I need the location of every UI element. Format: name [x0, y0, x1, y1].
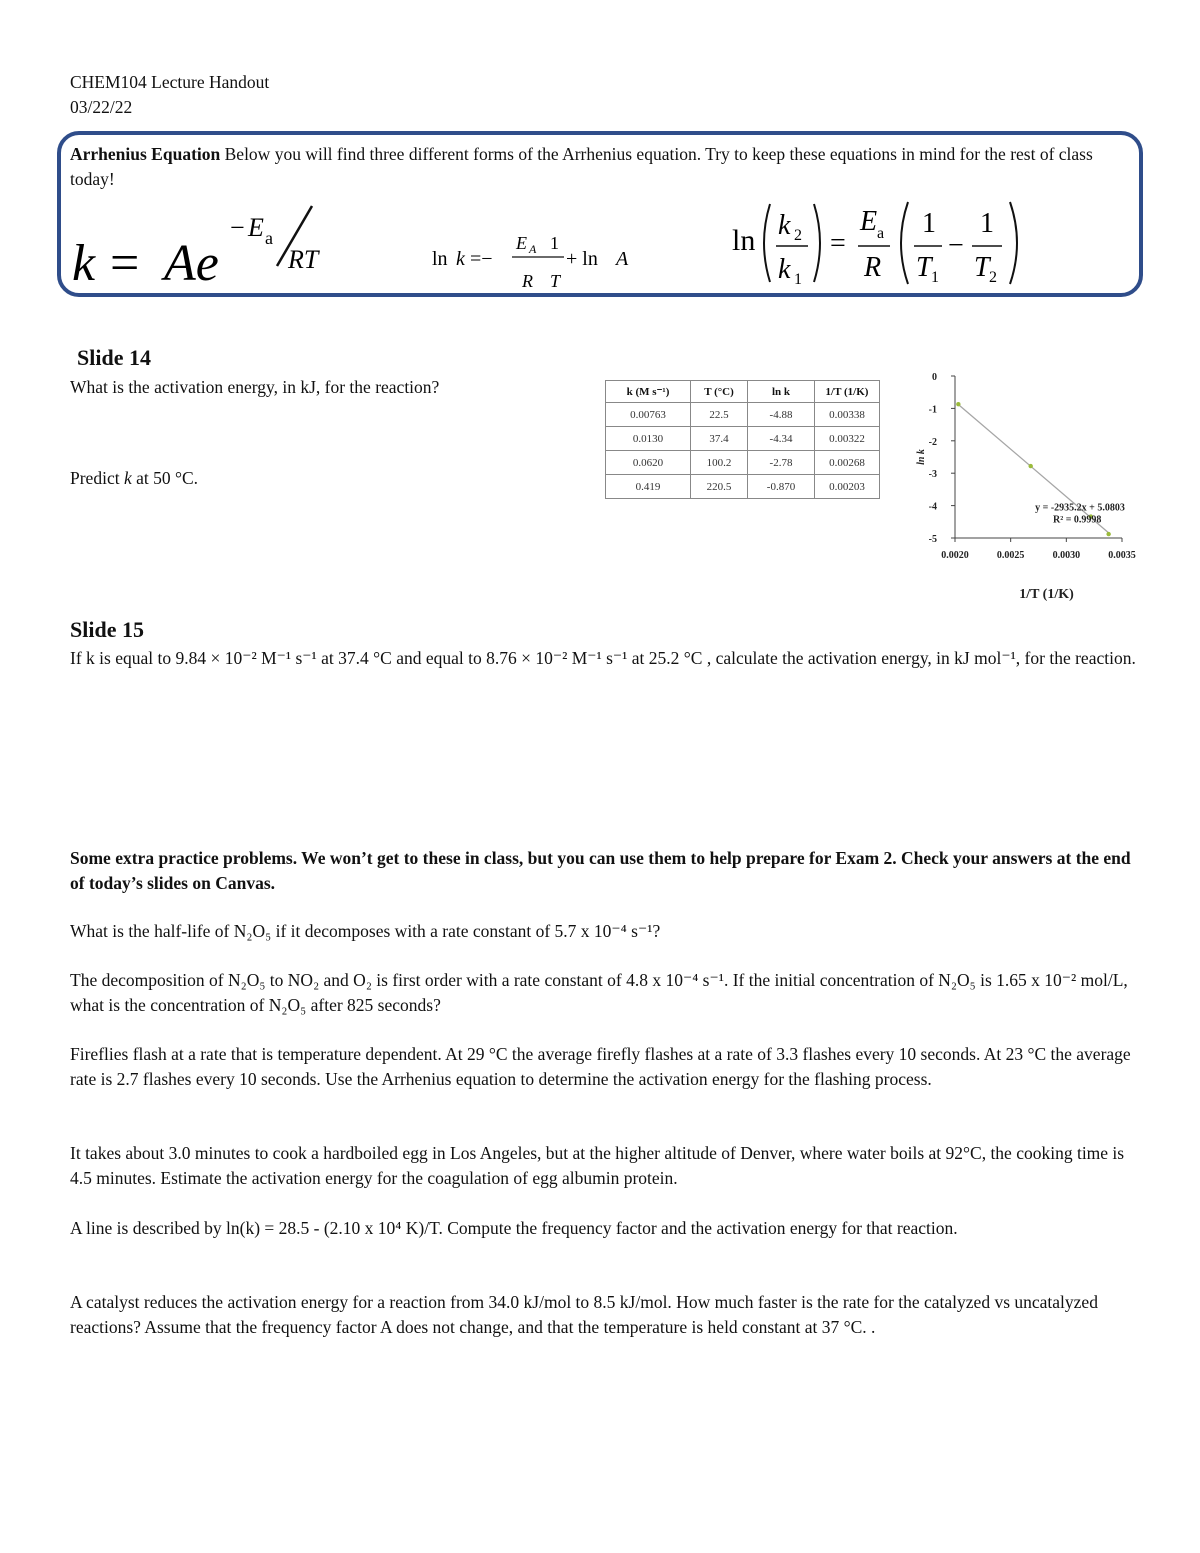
practice-problem-n2o5-concentration: The decomposition of N₂O₅ to NO₂ and O₂ is first order with a rate constant of 4.8 x 10⁻⁴ s⁻¹. If the initial concentration of N₂O₅ is 1.65 x 10⁻² mol/L, what is the concentration of N₂O₅ after 825 seconds?: [70, 970, 1128, 1015]
svg-text:T: T: [974, 252, 990, 283]
slide14-question-predict-k: Predict k at 50 °C.: [70, 468, 199, 488]
svg-text:1: 1: [794, 271, 802, 288]
table-cell: 0.00268: [815, 451, 880, 475]
slide15-question: If k is equal to 9.84 × 10⁻² M⁻¹ s⁻¹ at 37.4 °C and equal to 8.76 × 10⁻² M⁻¹ s⁻¹ at 25.2 °C , calculate the activation energy, in kJ mol⁻¹, for the reaction.: [70, 648, 1136, 668]
table-cell: -4.88: [748, 403, 815, 427]
practice-problem-half-life: What is the half-life of N₂O₅ if it decomposes with a rate constant of 5.7 x 10⁻⁴ s⁻¹?: [70, 921, 661, 941]
practice-problem-line: A line is described by ln(k) = 28.5 - (2.10 x 10⁴ K)/T. Compute the frequency factor and the activation energy for that reaction.: [70, 1218, 958, 1238]
svg-text:2: 2: [989, 269, 997, 286]
y-tick-label: -2: [928, 436, 937, 448]
svg-text:=−: =−: [470, 248, 493, 270]
table-row: [606, 475, 880, 499]
table-cell: 0.0620: [606, 451, 691, 475]
table-cell: 22.5: [691, 403, 748, 427]
table-header-row: [606, 381, 880, 403]
svg-text:k: k: [778, 254, 791, 285]
column-header-inverse-t: 1/T (1/K): [815, 381, 880, 403]
svg-text:k: k: [72, 235, 96, 292]
table-row: [606, 451, 880, 475]
svg-text:R: R: [522, 271, 533, 291]
table-cell: -4.34: [748, 427, 815, 451]
svg-text:−: −: [948, 230, 964, 261]
y-tick-label: -4: [928, 501, 937, 513]
column-header-k: k (M s⁻¹): [606, 381, 691, 403]
svg-text:R: R: [864, 252, 882, 283]
r-squared-label: R² = 0.9998: [1052, 514, 1102, 526]
table-cell: 0.00322: [815, 427, 880, 451]
column-header-ln-k: ln k: [748, 381, 815, 403]
svg-text:1: 1: [931, 269, 939, 286]
x-tick-label: 0.0020: [941, 550, 969, 561]
svg-text:2: 2: [794, 227, 802, 244]
svg-text:A: A: [616, 248, 629, 270]
table-cell: 220.5: [691, 475, 748, 499]
rate-temperature-table: [605, 380, 880, 499]
arrhenius-intro: [70, 142, 1130, 192]
table-cell: 0.00338: [815, 403, 880, 427]
x-tick-label: 0.0025: [996, 550, 1025, 561]
y-tick-label: -3: [928, 469, 937, 481]
y-tick-label: -5: [928, 534, 937, 545]
trendline-equation: y = -2935.2x + 5.0803: [1035, 502, 1125, 514]
svg-text:ln: ln: [432, 248, 448, 270]
slide15-heading: Slide 15: [70, 617, 144, 642]
svg-text:E: E: [860, 206, 878, 237]
x-tick-label: 0.0035: [1108, 550, 1136, 561]
column-header-temperature: T (°C): [691, 381, 748, 403]
table-cell: -0.870: [748, 475, 815, 499]
svg-text:T: T: [916, 252, 932, 283]
data-point: [1106, 532, 1110, 536]
svg-text:+ ln: + ln: [566, 248, 598, 270]
equation-linear-form: [430, 225, 650, 295]
svg-text:1: 1: [980, 208, 994, 239]
practice-problem-egg: It takes about 3.0 minutes to cook a hardboiled egg in Los Angeles, but at the higher altitude of Denver, where water boils at 92°C, the cooking time is 4.5 minutes. Estimate the activation energy for the coagulation of egg albumin protein.: [70, 1143, 1125, 1188]
table-cell: 0.00763: [606, 403, 691, 427]
svg-text:1: 1: [922, 208, 936, 239]
table-cell: -2.78: [748, 451, 815, 475]
equation-exponential-form: [66, 196, 366, 296]
practice-heading: Some extra practice problems. We won’t get to these in class, but you can use them to help prepare for Exam 2. Check your answers at the end of today’s slides on Canvas.: [70, 848, 1131, 893]
y-tick-label: 0: [932, 372, 937, 383]
svg-text:=: =: [830, 228, 846, 259]
course-title: CHEM104 Lecture Handout: [70, 72, 270, 92]
table-cell: 100.2: [691, 451, 748, 475]
practice-problem-fireflies: Fireflies flash at a rate that is temperature dependent. At 29 °C the average firefly flashes at a rate of 3.3 flashes every 10 seconds. At 23 °C the average rate is 2.7 flashes every 10 seconds. Use the Arrhenius equation to determine the activation energy for the flashing process.: [70, 1044, 1131, 1089]
data-point: [956, 402, 960, 406]
svg-text:k: k: [456, 248, 465, 270]
svg-text:a: a: [877, 225, 885, 242]
svg-text:T: T: [550, 271, 561, 291]
table-cell: 0.419: [606, 475, 691, 499]
table-cell: 37.4: [691, 427, 748, 451]
slide14-heading: Slide 14: [77, 345, 151, 370]
data-point: [1029, 464, 1033, 468]
svg-text:a: a: [265, 228, 273, 248]
arrhenius-intro-text: Below you will find three different forms of the Arrhenius equation. Try to keep these equations in mind for the rest of class today!: [70, 144, 1093, 189]
y-axis-title: ln k: [916, 449, 927, 465]
svg-text:E: E: [248, 213, 264, 242]
svg-text:E: E: [516, 233, 527, 253]
y-tick-label: -1: [928, 404, 937, 416]
slide14-question-activation-energy: What is the activation energy, in kJ, for the reaction?: [70, 377, 440, 397]
arrhenius-title: Arrhenius Equation: [70, 144, 221, 164]
document-header: [70, 70, 269, 120]
document-date: 03/22/22: [70, 97, 133, 117]
x-tick-label: 0.0030: [1052, 550, 1081, 561]
svg-text:A: A: [529, 242, 537, 256]
svg-text:RT: RT: [288, 245, 319, 274]
ln-k-vs-inverse-t-chart: [900, 362, 1150, 607]
svg-text:ln: ln: [732, 224, 756, 257]
table-row: [606, 427, 880, 451]
svg-text:k: k: [778, 210, 791, 241]
table-cell: 0.0130: [606, 427, 691, 451]
equation-two-point-form: [730, 196, 1030, 291]
svg-text:−: −: [230, 213, 245, 242]
x-axis-title: 1/T (1/K): [1019, 587, 1074, 602]
table-cell: 0.00203: [815, 475, 880, 499]
practice-problem-catalyst: A catalyst reduces the activation energy for a reaction from 34.0 kJ/mol to 8.5 kJ/mol. How much faster is the rate for the catalyzed vs uncatalyzed reactions? Assume that the frequency factor A does not change, and that the temperature is held constant at 37 °C. .: [70, 1292, 1098, 1337]
svg-text:=: =: [110, 235, 140, 292]
table-row: [606, 403, 880, 427]
svg-text:1: 1: [550, 233, 559, 253]
svg-text:Ae: Ae: [164, 235, 219, 292]
